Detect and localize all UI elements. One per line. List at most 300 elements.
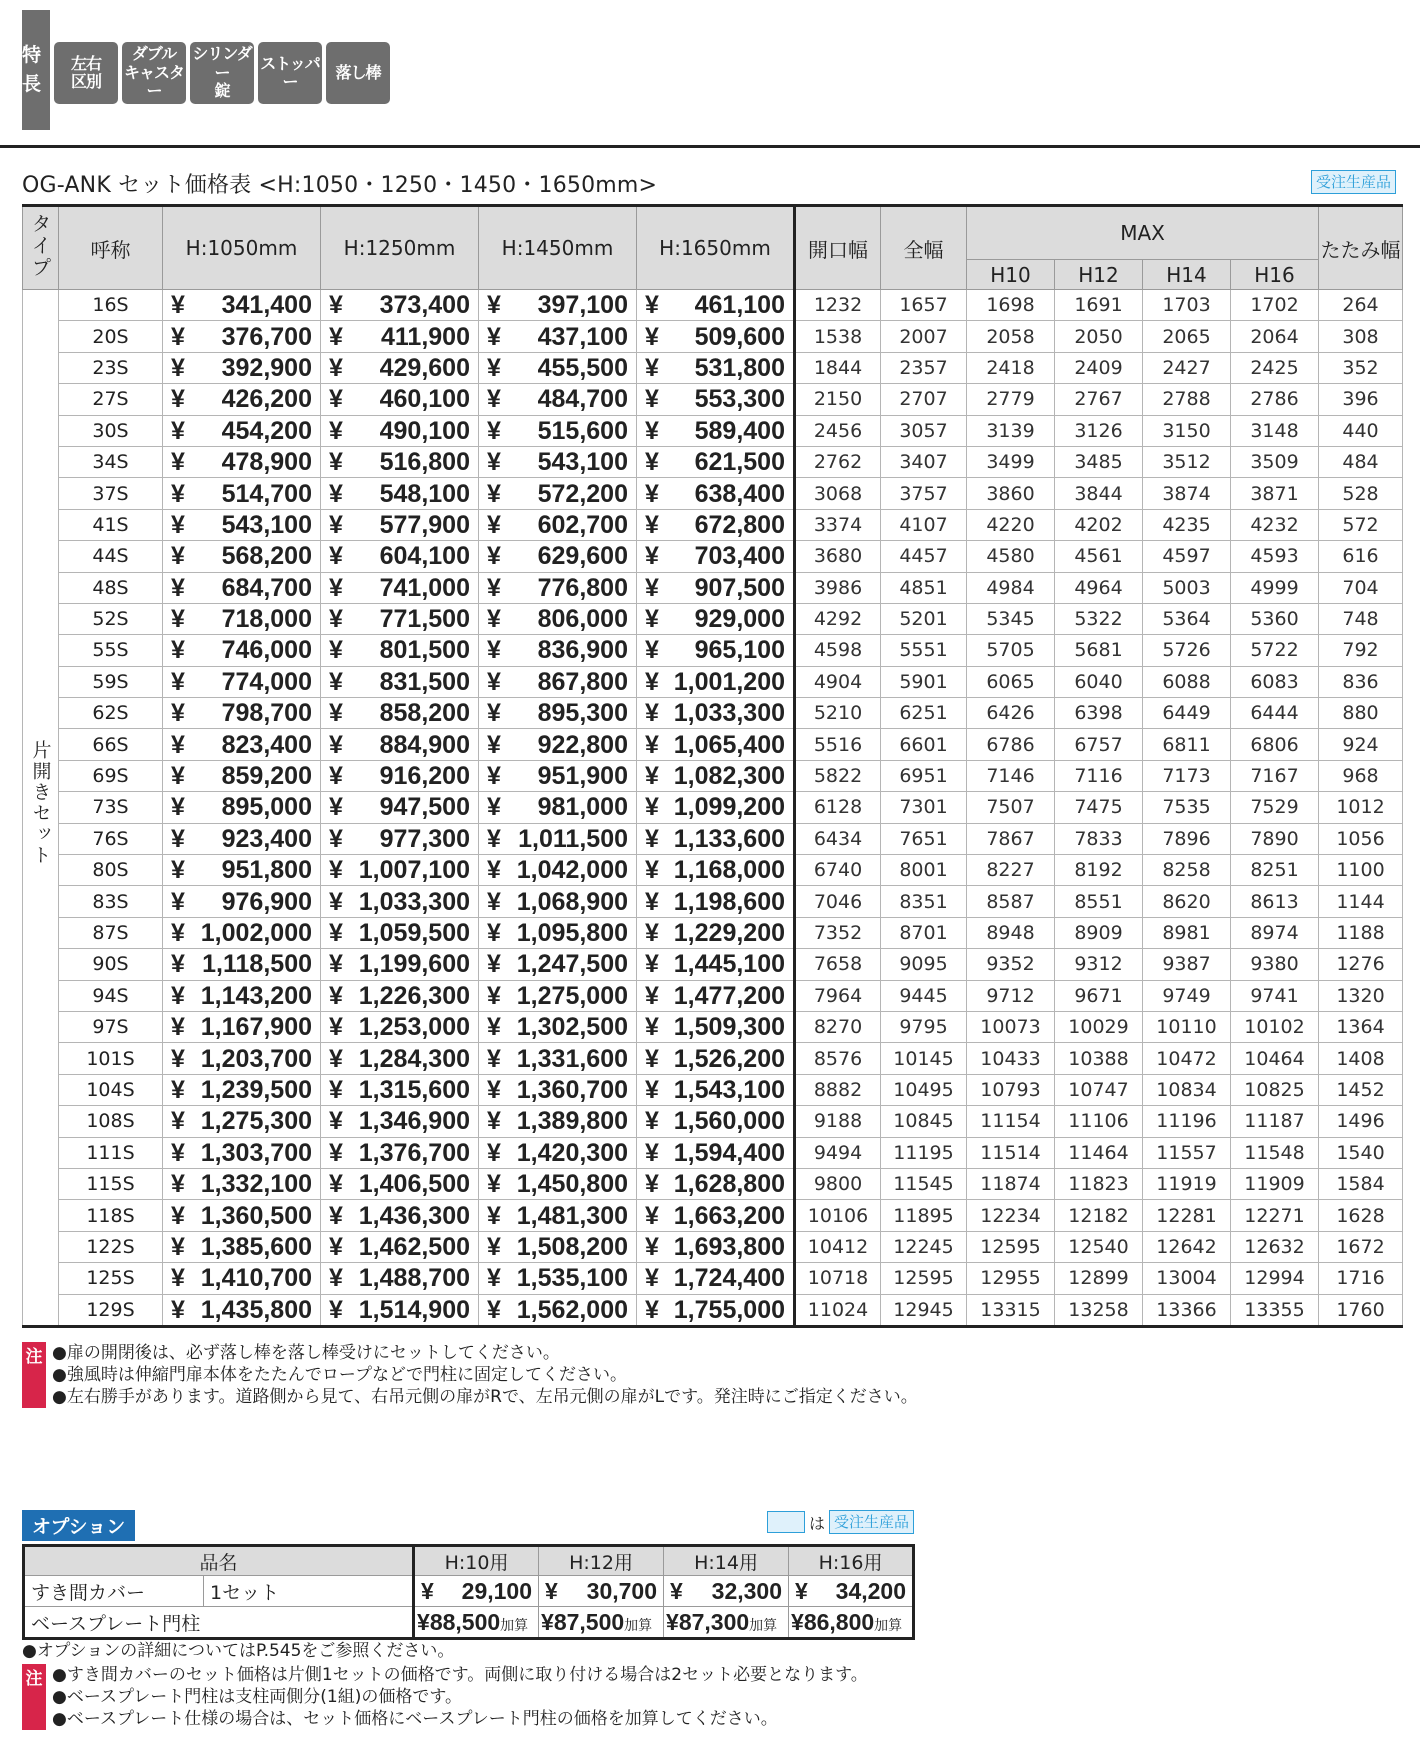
- dimension-cell: 11154: [967, 1106, 1055, 1137]
- price-cell: ¥ 553,300: [637, 384, 795, 415]
- header-h16: H16: [1231, 260, 1319, 290]
- price-cell: ¥ 741,000: [321, 572, 479, 603]
- dimension-cell: 12632: [1231, 1231, 1319, 1262]
- dimension-cell: 8351: [881, 886, 967, 917]
- dimension-cell: 748: [1319, 603, 1403, 634]
- price-cell: ¥ 1,229,200: [637, 917, 795, 948]
- dimension-cell: 10825: [1231, 1074, 1319, 1105]
- price-cell: ¥ 1,406,500: [321, 1168, 479, 1199]
- price-cell: ¥ 1,509,300: [637, 1011, 795, 1042]
- options-ref-note: ●オプションの詳細についてはP.545をご参照ください。: [22, 1641, 455, 1661]
- dimension-cell: 4984: [967, 572, 1055, 603]
- dimension-cell: 3874: [1143, 478, 1231, 509]
- price-cell: ¥ 543,100: [163, 509, 321, 540]
- price-cell: ¥ 1,346,900: [321, 1106, 479, 1137]
- price-cell: ¥ 1,284,300: [321, 1043, 479, 1074]
- price-cell: ¥ 746,000: [163, 635, 321, 666]
- dimension-cell: 1144: [1319, 886, 1403, 917]
- dimension-cell: 10718: [795, 1263, 881, 1294]
- dimension-cell: 352: [1319, 352, 1403, 383]
- feature-drop-bar: 落し棒: [326, 42, 390, 104]
- row-name: 23S: [59, 352, 163, 383]
- dimension-cell: 9312: [1055, 949, 1143, 980]
- price-cell: ¥ 1,445,100: [637, 949, 795, 980]
- dimension-cell: 3871: [1231, 478, 1319, 509]
- dimension-cell: 1628: [1319, 1200, 1403, 1231]
- row-name: 104S: [59, 1074, 163, 1105]
- dimension-cell: 1716: [1319, 1263, 1403, 1294]
- dimension-cell: 8587: [967, 886, 1055, 917]
- dimension-cell: 3512: [1143, 446, 1231, 477]
- price-cell: ¥ 1,562,000: [479, 1294, 637, 1326]
- dimension-cell: 6444: [1231, 698, 1319, 729]
- opt-name: ベースプレート門柱: [24, 1607, 414, 1639]
- price-cell: ¥ 341,400: [163, 290, 321, 321]
- table-row: [23, 384, 1403, 415]
- price-cell: ¥ 1,332,100: [163, 1168, 321, 1199]
- dimension-cell: 7651: [881, 823, 967, 854]
- dimension-cell: 1408: [1319, 1043, 1403, 1074]
- dimension-cell: 5822: [795, 760, 881, 791]
- row-name: 59S: [59, 666, 163, 697]
- header-type: タイプ: [23, 206, 59, 290]
- price-cell: ¥ 858,200: [321, 698, 479, 729]
- table-row: [23, 980, 1403, 1011]
- table-row: [23, 917, 1403, 948]
- dimension-cell: 792: [1319, 635, 1403, 666]
- opt-price: ¥ 30,700: [539, 1576, 664, 1607]
- table-row: [23, 603, 1403, 634]
- dimension-cell: 528: [1319, 478, 1403, 509]
- dimension-cell: 4232: [1231, 509, 1319, 540]
- table-row: [23, 352, 1403, 383]
- dimension-cell: 4220: [967, 509, 1055, 540]
- features-label-text: 特長: [22, 43, 42, 95]
- dimension-cell: 4202: [1055, 509, 1143, 540]
- price-cell: ¥ 1,462,500: [321, 1231, 479, 1262]
- dimension-cell: 12234: [967, 1200, 1055, 1231]
- dimension-cell: 1672: [1319, 1231, 1403, 1262]
- dimension-cell: 12271: [1231, 1200, 1319, 1231]
- dimension-cell: 396: [1319, 384, 1403, 415]
- price-cell: ¥ 376,700: [163, 321, 321, 352]
- dimension-cell: 1496: [1319, 1106, 1403, 1137]
- dimension-cell: 10747: [1055, 1074, 1143, 1105]
- dimension-cell: 9749: [1143, 980, 1231, 1011]
- dimension-cell: 13366: [1143, 1294, 1231, 1326]
- dimension-cell: 9387: [1143, 949, 1231, 980]
- dimension-cell: 11545: [881, 1168, 967, 1199]
- dimension-cell: 2767: [1055, 384, 1143, 415]
- price-cell: ¥ 514,700: [163, 478, 321, 509]
- dimension-cell: 8227: [967, 855, 1055, 886]
- dimension-cell: 4593: [1231, 541, 1319, 572]
- dimension-cell: 12595: [881, 1263, 967, 1294]
- dimension-cell: 1100: [1319, 855, 1403, 886]
- price-cell: ¥ 373,400: [321, 290, 479, 321]
- price-cell: ¥ 568,200: [163, 541, 321, 572]
- dimension-cell: 10073: [967, 1011, 1055, 1042]
- dimension-cell: 10834: [1143, 1074, 1231, 1105]
- dimension-cell: 11106: [1055, 1106, 1143, 1137]
- price-cell: ¥ 836,900: [479, 635, 637, 666]
- header-max: MAX: [967, 206, 1319, 260]
- row-name: 87S: [59, 917, 163, 948]
- price-cell: ¥ 916,200: [321, 760, 479, 791]
- dimension-cell: 9795: [881, 1011, 967, 1042]
- dimension-cell: 572: [1319, 509, 1403, 540]
- features-bar: [22, 10, 390, 130]
- dimension-cell: 13004: [1143, 1263, 1231, 1294]
- table-row: [23, 635, 1403, 666]
- dimension-cell: 9741: [1231, 980, 1319, 1011]
- dimension-cell: 836: [1319, 666, 1403, 697]
- price-cell: ¥ 1,302,500: [479, 1011, 637, 1042]
- price-cell: ¥ 1,007,100: [321, 855, 479, 886]
- dimension-cell: 12595: [967, 1231, 1055, 1262]
- dimension-cell: 4580: [967, 541, 1055, 572]
- dimension-cell: 11196: [1143, 1106, 1231, 1137]
- table-row: [23, 1294, 1403, 1326]
- price-cell: ¥ 1,099,200: [637, 792, 795, 823]
- dimension-cell: 4964: [1055, 572, 1143, 603]
- dimension-cell: 5003: [1143, 572, 1231, 603]
- dimension-cell: 8551: [1055, 886, 1143, 917]
- dimension-cell: 10495: [881, 1074, 967, 1105]
- dimension-cell: 11557: [1143, 1137, 1231, 1168]
- dimension-cell: 5345: [967, 603, 1055, 634]
- price-cell: ¥ 577,900: [321, 509, 479, 540]
- dimension-cell: 11895: [881, 1200, 967, 1231]
- options-heading: オプション: [22, 1510, 135, 1541]
- dimension-cell: 1657: [881, 290, 967, 321]
- price-cell: ¥ 1,331,600: [479, 1043, 637, 1074]
- row-name: 115S: [59, 1168, 163, 1199]
- dimension-cell: 4851: [881, 572, 967, 603]
- price-cell: ¥ 1,118,500: [163, 949, 321, 980]
- dimension-cell: 2409: [1055, 352, 1143, 383]
- table-row: [23, 886, 1403, 917]
- dimension-cell: 9188: [795, 1106, 881, 1137]
- price-cell: ¥ 1,082,300: [637, 760, 795, 791]
- price-cell: ¥ 806,000: [479, 603, 637, 634]
- opt-unit: 1セット: [204, 1576, 414, 1607]
- row-name: 30S: [59, 415, 163, 446]
- dimension-cell: 10464: [1231, 1043, 1319, 1074]
- price-cell: ¥ 1,065,400: [637, 729, 795, 760]
- dimension-cell: 10106: [795, 1200, 881, 1231]
- dimension-cell: 3986: [795, 572, 881, 603]
- table-row: [23, 446, 1403, 477]
- price-cell: ¥ 684,700: [163, 572, 321, 603]
- dimension-cell: 3068: [795, 478, 881, 509]
- dimension-cell: 9494: [795, 1137, 881, 1168]
- dimension-cell: 264: [1319, 290, 1403, 321]
- price-cell: ¥ 1,133,600: [637, 823, 795, 854]
- dimension-cell: 7890: [1231, 823, 1319, 854]
- dimension-cell: 1760: [1319, 1294, 1403, 1326]
- price-cell: ¥ 867,800: [479, 666, 637, 697]
- price-cell: ¥ 1,420,300: [479, 1137, 637, 1168]
- price-cell: ¥ 621,500: [637, 446, 795, 477]
- price-cell: ¥ 1,059,500: [321, 917, 479, 948]
- row-name: 101S: [59, 1043, 163, 1074]
- row-name: 80S: [59, 855, 163, 886]
- dimension-cell: 8258: [1143, 855, 1231, 886]
- type-cell: 片開きセット: [23, 290, 59, 1327]
- opt-header-h14: H:14用: [664, 1546, 789, 1576]
- dimension-cell: 1538: [795, 321, 881, 352]
- dimension-cell: 9712: [967, 980, 1055, 1011]
- dimension-cell: 10793: [967, 1074, 1055, 1105]
- dimension-cell: 13315: [967, 1294, 1055, 1326]
- row-name: 90S: [59, 949, 163, 980]
- price-table: [22, 204, 1403, 1328]
- dimension-cell: 5681: [1055, 635, 1143, 666]
- price-cell: ¥ 516,800: [321, 446, 479, 477]
- dimension-cell: 3057: [881, 415, 967, 446]
- price-cell: ¥ 1,247,500: [479, 949, 637, 980]
- row-name: 37S: [59, 478, 163, 509]
- header-h1650: H:1650mm: [637, 206, 795, 290]
- price-cell: ¥ 1,239,500: [163, 1074, 321, 1105]
- price-cell: ¥ 895,000: [163, 792, 321, 823]
- row-name: 76S: [59, 823, 163, 854]
- table-row: [23, 1074, 1403, 1105]
- price-cell: ¥ 923,400: [163, 823, 321, 854]
- opt-price: ¥ 32,300: [664, 1576, 789, 1607]
- dimension-cell: 4235: [1143, 509, 1231, 540]
- price-cell: ¥ 392,900: [163, 352, 321, 383]
- opt-name: すき間カバー: [24, 1576, 204, 1607]
- price-cell: ¥ 1,435,800: [163, 1294, 321, 1326]
- dimension-cell: 3126: [1055, 415, 1143, 446]
- header-h12: H12: [1055, 260, 1143, 290]
- price-cell: ¥ 429,600: [321, 352, 479, 383]
- price-cell: ¥ 1,663,200: [637, 1200, 795, 1231]
- dimension-cell: 7507: [967, 792, 1055, 823]
- dimension-cell: 8701: [881, 917, 967, 948]
- note-item: ●扉の開閉後は、必ず落し棒を落し棒受けにセットしてください。: [52, 1343, 560, 1363]
- dimension-cell: 11195: [881, 1137, 967, 1168]
- dimension-cell: 3148: [1231, 415, 1319, 446]
- price-cell: ¥ 1,011,500: [479, 823, 637, 854]
- price-cell: ¥ 1,389,800: [479, 1106, 637, 1137]
- dimension-cell: 880: [1319, 698, 1403, 729]
- dimension-cell: 1364: [1319, 1011, 1403, 1042]
- note-tag: 注: [22, 1342, 46, 1408]
- dimension-cell: 8613: [1231, 886, 1319, 917]
- price-cell: ¥ 531,800: [637, 352, 795, 383]
- price-cell: ¥ 397,100: [479, 290, 637, 321]
- price-cell: ¥ 1,385,600: [163, 1231, 321, 1262]
- dimension-cell: 8251: [1231, 855, 1319, 886]
- opt-price: ¥ 34,200: [789, 1576, 914, 1607]
- dimension-cell: 6806: [1231, 729, 1319, 760]
- dimension-cell: 2456: [795, 415, 881, 446]
- header-opening: 開口幅: [795, 206, 881, 290]
- dimension-cell: 2786: [1231, 384, 1319, 415]
- price-cell: ¥ 638,400: [637, 478, 795, 509]
- table-row: [23, 541, 1403, 572]
- dimension-cell: 1232: [795, 290, 881, 321]
- dimension-cell: 2418: [967, 352, 1055, 383]
- dimension-cell: 4107: [881, 509, 967, 540]
- dimension-cell: 3680: [795, 541, 881, 572]
- row-name: 52S: [59, 603, 163, 634]
- header-h1250: H:1250mm: [321, 206, 479, 290]
- table-row: [23, 1231, 1403, 1262]
- header-rule: [0, 145, 1420, 148]
- dimension-cell: 1188: [1319, 917, 1403, 948]
- feature-stopper: ストッパー: [258, 42, 322, 104]
- header-h1450: H:1450mm: [479, 206, 637, 290]
- dimension-cell: 5322: [1055, 603, 1143, 634]
- price-cell: ¥ 1,755,000: [637, 1294, 795, 1326]
- price-cell: ¥ 437,100: [479, 321, 637, 352]
- table-row: [23, 509, 1403, 540]
- note-item: ●左右勝手があります。道路側から見て、右吊元側の扉がRで、左吊元側の扉がLです。発注時にご指定ください。: [52, 1387, 918, 1407]
- price-cell: ¥ 543,100: [479, 446, 637, 477]
- price-cell: ¥ 895,300: [479, 698, 637, 729]
- opt-row-base-plate: [24, 1607, 914, 1639]
- price-cell: ¥ 1,033,300: [637, 698, 795, 729]
- table-row: [23, 823, 1403, 854]
- price-cell: ¥ 672,800: [637, 509, 795, 540]
- note-item: ●ベースプレート仕様の場合は、セット価格にベースプレート門柱の価格を加算してください。: [52, 1709, 778, 1729]
- header-total: 全幅: [881, 206, 967, 290]
- legend-text: は: [809, 1513, 826, 1533]
- price-cell: ¥ 1,477,200: [637, 980, 795, 1011]
- table-row: [23, 698, 1403, 729]
- dimension-cell: 7867: [967, 823, 1055, 854]
- dimension-cell: 13258: [1055, 1294, 1143, 1326]
- dimension-cell: 6426: [967, 698, 1055, 729]
- options-table: [22, 1544, 915, 1640]
- dimension-cell: 8192: [1055, 855, 1143, 886]
- dimension-cell: 7535: [1143, 792, 1231, 823]
- price-cell: ¥ 455,500: [479, 352, 637, 383]
- price-cell: ¥ 1,360,700: [479, 1074, 637, 1105]
- dimension-cell: 3374: [795, 509, 881, 540]
- dimension-cell: 11548: [1231, 1137, 1319, 1168]
- dimension-cell: 2788: [1143, 384, 1231, 415]
- dimension-cell: 9800: [795, 1168, 881, 1199]
- dimension-cell: 2050: [1055, 321, 1143, 352]
- row-name: 122S: [59, 1231, 163, 1262]
- options-note-tag: 注: [22, 1664, 46, 1730]
- dimension-cell: 3485: [1055, 446, 1143, 477]
- price-cell: ¥ 1,543,100: [637, 1074, 795, 1105]
- dimension-cell: 3844: [1055, 478, 1143, 509]
- price-cell: ¥ 1,376,700: [321, 1137, 479, 1168]
- dimension-cell: 2007: [881, 321, 967, 352]
- price-cell: ¥ 1,693,800: [637, 1231, 795, 1262]
- price-cell: ¥ 798,700: [163, 698, 321, 729]
- dimension-cell: 1691: [1055, 290, 1143, 321]
- dimension-cell: 7167: [1231, 760, 1319, 791]
- dimension-cell: 7658: [795, 949, 881, 980]
- price-cell: ¥ 602,700: [479, 509, 637, 540]
- dimension-cell: 12955: [967, 1263, 1055, 1294]
- price-cell: ¥ 1,303,700: [163, 1137, 321, 1168]
- opt-row-gap-cover: [24, 1576, 914, 1607]
- opt-header-h10: H:10用: [414, 1546, 539, 1576]
- note-item: ●すき間カバーのセット価格は片側1セットの価格です。両側に取り付ける場合は2セット必要となります。: [52, 1665, 868, 1685]
- dimension-cell: 8948: [967, 917, 1055, 948]
- price-cell: ¥ 1,436,300: [321, 1200, 479, 1231]
- dimension-cell: 8270: [795, 1011, 881, 1042]
- dimension-cell: 3860: [967, 478, 1055, 509]
- row-name: 48S: [59, 572, 163, 603]
- dimension-cell: 1012: [1319, 792, 1403, 823]
- price-cell: ¥ 1,095,800: [479, 917, 637, 948]
- dimension-cell: 1540: [1319, 1137, 1403, 1168]
- price-cell: ¥ 1,168,000: [637, 855, 795, 886]
- dimension-cell: 6088: [1143, 666, 1231, 697]
- dimension-cell: 10102: [1231, 1011, 1319, 1042]
- price-cell: ¥ 884,900: [321, 729, 479, 760]
- dimension-cell: 1844: [795, 352, 881, 383]
- dimension-cell: 5201: [881, 603, 967, 634]
- dimension-cell: 12899: [1055, 1263, 1143, 1294]
- dimension-cell: 4597: [1143, 541, 1231, 572]
- header-folded: たたみ幅: [1319, 206, 1403, 290]
- dimension-cell: 11823: [1055, 1168, 1143, 1199]
- legend-swatch: [767, 1511, 805, 1533]
- dimension-cell: 11024: [795, 1294, 881, 1326]
- dimension-cell: 5901: [881, 666, 967, 697]
- dimension-cell: 5705: [967, 635, 1055, 666]
- dimension-cell: 968: [1319, 760, 1403, 791]
- dimension-cell: 11514: [967, 1137, 1055, 1168]
- dimension-cell: 2779: [967, 384, 1055, 415]
- price-cell: ¥ 572,200: [479, 478, 637, 509]
- dimension-cell: 6811: [1143, 729, 1231, 760]
- dimension-cell: 5722: [1231, 635, 1319, 666]
- dimension-cell: 5726: [1143, 635, 1231, 666]
- dimension-cell: 4999: [1231, 572, 1319, 603]
- dimension-cell: 6757: [1055, 729, 1143, 760]
- price-cell: ¥ 589,400: [637, 415, 795, 446]
- dimension-cell: 1320: [1319, 980, 1403, 1011]
- dimension-cell: 4292: [795, 603, 881, 634]
- price-cell: ¥ 823,400: [163, 729, 321, 760]
- dimension-cell: 6951: [881, 760, 967, 791]
- price-cell: ¥ 1,450,800: [479, 1168, 637, 1199]
- price-cell: ¥ 1,275,300: [163, 1106, 321, 1137]
- price-cell: ¥ 1,360,500: [163, 1200, 321, 1231]
- opt-price: ¥86,800加算: [789, 1607, 914, 1639]
- price-cell: ¥ 1,488,700: [321, 1263, 479, 1294]
- dimension-cell: 10472: [1143, 1043, 1231, 1074]
- dimension-cell: 8620: [1143, 886, 1231, 917]
- feature-left-right: 左右 区別: [54, 42, 118, 104]
- dimension-cell: 9671: [1055, 980, 1143, 1011]
- price-cell: ¥ 1,560,000: [637, 1106, 795, 1137]
- dimension-cell: 2762: [795, 446, 881, 477]
- opt-header-h12: H:12用: [539, 1546, 664, 1576]
- dimension-cell: 6040: [1055, 666, 1143, 697]
- notes-main: [52, 1342, 918, 1408]
- table-row: [23, 949, 1403, 980]
- dimension-cell: 8001: [881, 855, 967, 886]
- dimension-cell: 13355: [1231, 1294, 1319, 1326]
- price-cell: ¥ 859,200: [163, 760, 321, 791]
- note-item: ●強風時は伸縮門扉本体をたたんでロープなどで門柱に固定してください。: [52, 1365, 627, 1385]
- table-row: [23, 478, 1403, 509]
- price-cell: ¥ 922,800: [479, 729, 637, 760]
